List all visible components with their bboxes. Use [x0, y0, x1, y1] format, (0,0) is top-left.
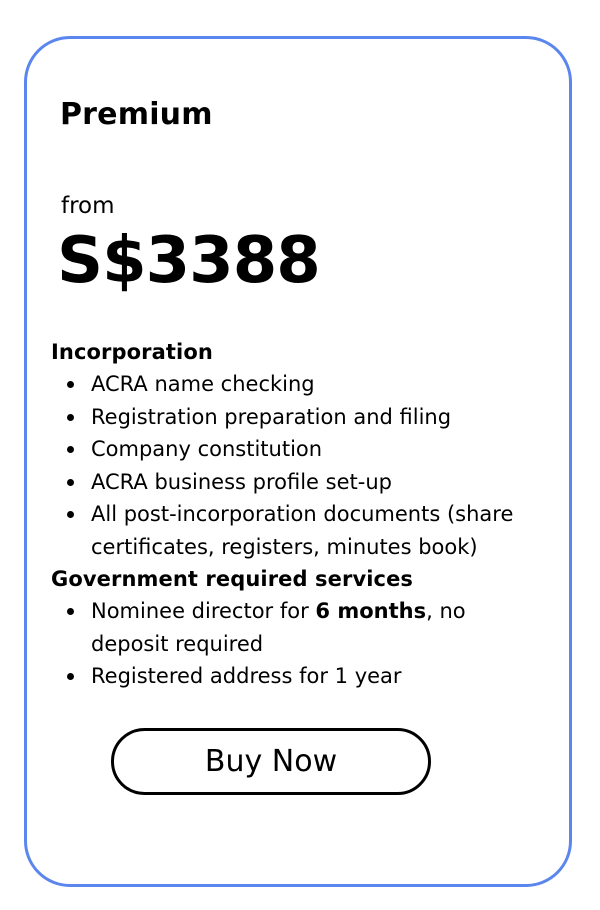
list-item-text: ACRA business profile set-up [91, 469, 392, 494]
government-services-list [67, 595, 531, 693]
list-item [67, 595, 531, 660]
list-item [67, 466, 531, 499]
bullet-icon [67, 446, 74, 453]
list-item [67, 660, 531, 693]
list-item [67, 401, 531, 434]
list-item-text-after: , no deposit required [91, 599, 466, 656]
bullet-icon [67, 673, 74, 680]
section-heading-government: Government required services [51, 567, 414, 591]
list-item [67, 433, 531, 466]
list-item-text: All post-incorporation documents (share certificates, registers, minutes book) [91, 502, 514, 559]
plan-name: Premium [60, 97, 213, 132]
list-item-text-before: Nominee director for [91, 599, 316, 623]
list-item [67, 498, 531, 563]
list-item-text: ACRA name checking [91, 372, 315, 396]
bullet-icon [67, 381, 74, 388]
list-item-text-emphasis: 6 months [315, 599, 427, 623]
list-item-text: Company constitution [91, 437, 323, 461]
bullet-icon [67, 479, 74, 486]
buy-now-button[interactable]: Buy Now [111, 728, 431, 795]
section-heading-incorporation: Incorporation [51, 340, 213, 364]
feature-sections [51, 336, 531, 693]
bullet-icon [67, 511, 74, 518]
list-item-text: Registered address for 1 year [91, 664, 402, 688]
price-prefix: from [61, 193, 115, 219]
bullet-icon [67, 608, 74, 615]
incorporation-list [67, 368, 531, 563]
price: S$3388 [57, 224, 320, 298]
bullet-icon [67, 414, 74, 421]
list-item-text: Registration preparation and filing [91, 404, 452, 429]
list-item [67, 368, 531, 401]
